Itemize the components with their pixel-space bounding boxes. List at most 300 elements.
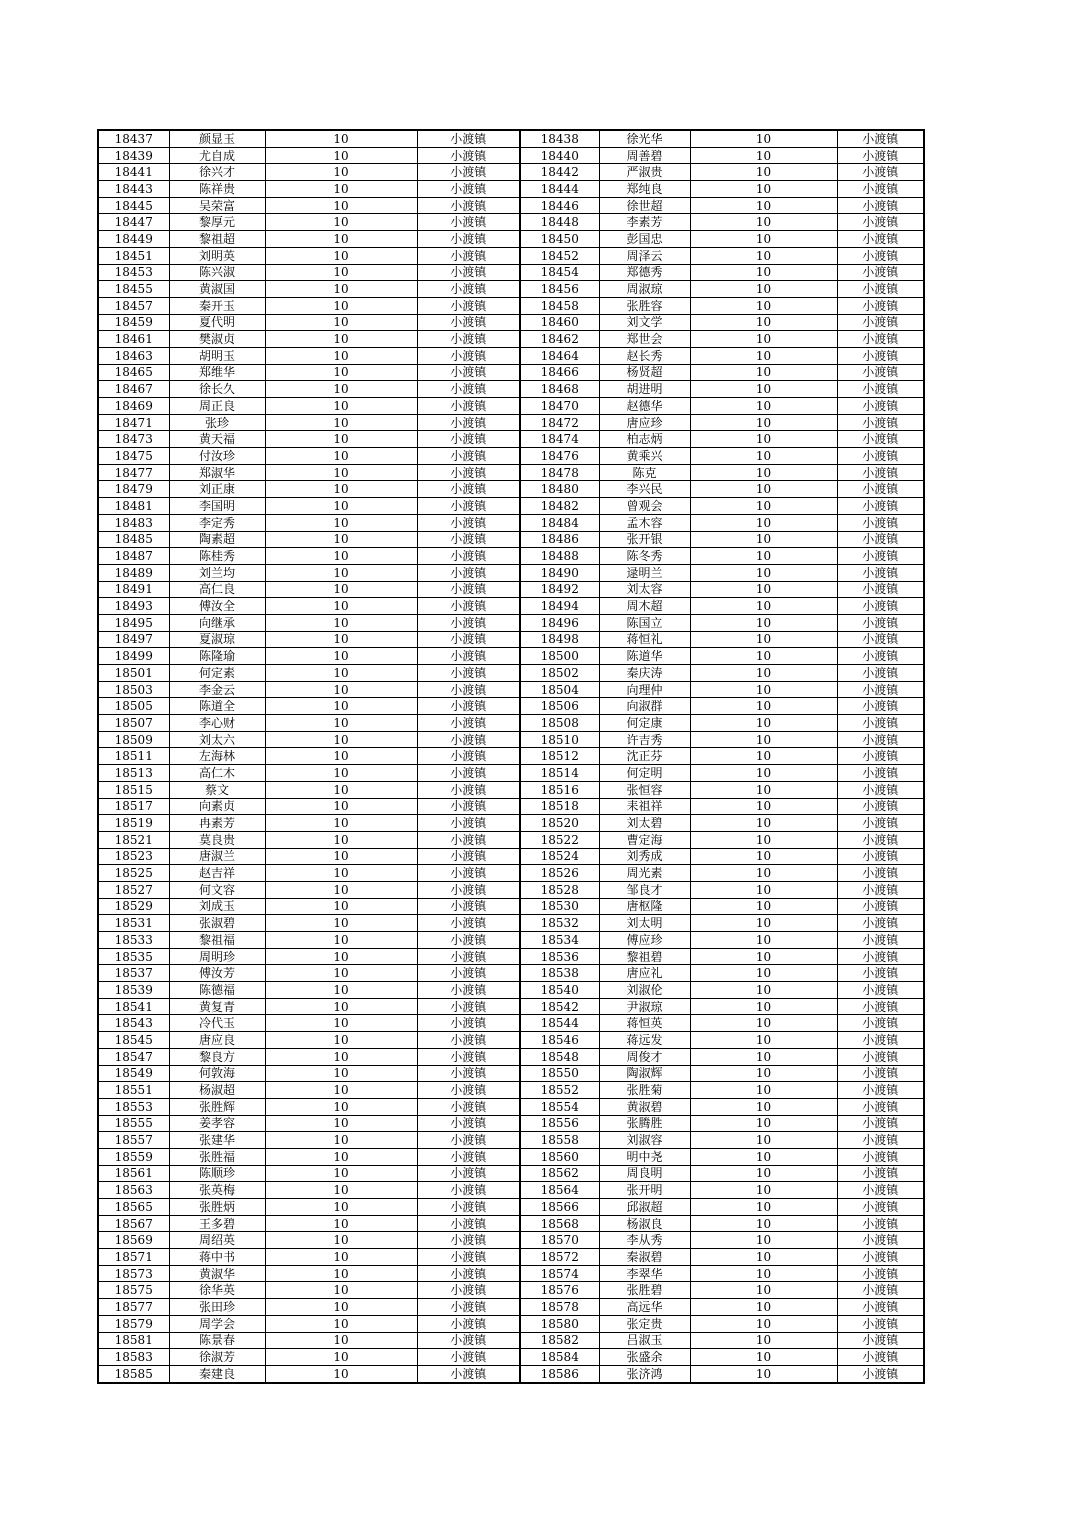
record-number-cell: 18454 xyxy=(520,264,599,281)
town-cell: 小渡镇 xyxy=(837,1015,924,1032)
record-number-cell: 18541 xyxy=(98,998,169,1015)
name-cell: 黎厚元 xyxy=(169,214,265,231)
town-cell: 小渡镇 xyxy=(417,982,520,999)
name-cell: 刘正康 xyxy=(169,481,265,498)
amount-cell: 10 xyxy=(265,1199,417,1216)
town-cell: 小渡镇 xyxy=(417,1332,520,1349)
town-cell: 小渡镇 xyxy=(417,748,520,765)
amount-cell: 10 xyxy=(265,564,417,581)
name-cell: 彭国忠 xyxy=(599,231,690,248)
amount-cell: 10 xyxy=(690,1282,837,1299)
name-cell: 邱淑超 xyxy=(599,1199,690,1216)
amount-cell: 10 xyxy=(265,1065,417,1082)
town-cell: 小渡镇 xyxy=(837,314,924,331)
name-cell: 张胜福 xyxy=(169,1148,265,1165)
town-cell: 小渡镇 xyxy=(417,548,520,565)
town-cell: 小渡镇 xyxy=(417,948,520,965)
town-cell: 小渡镇 xyxy=(837,865,924,882)
amount-cell: 10 xyxy=(265,448,417,465)
table-row xyxy=(98,414,924,431)
name-cell: 郑淑华 xyxy=(169,464,265,481)
amount-cell: 10 xyxy=(265,481,417,498)
record-number-cell: 18525 xyxy=(98,865,169,882)
name-cell: 夏代明 xyxy=(169,314,265,331)
record-number-cell: 18539 xyxy=(98,982,169,999)
amount-cell: 10 xyxy=(690,1032,837,1049)
record-number-cell: 18542 xyxy=(520,998,599,1015)
table-row xyxy=(98,915,924,932)
amount-cell: 10 xyxy=(265,398,417,415)
amount-cell: 10 xyxy=(265,898,417,915)
name-cell: 蔡文 xyxy=(169,781,265,798)
record-number-cell: 18511 xyxy=(98,748,169,765)
amount-cell: 10 xyxy=(690,481,837,498)
name-cell: 耒祖祥 xyxy=(599,798,690,815)
amount-cell: 10 xyxy=(265,347,417,364)
town-cell: 小渡镇 xyxy=(837,481,924,498)
town-cell: 小渡镇 xyxy=(837,1365,924,1382)
amount-cell: 10 xyxy=(265,1215,417,1232)
town-cell: 小渡镇 xyxy=(417,665,520,682)
amount-cell: 10 xyxy=(690,1015,837,1032)
record-number-cell: 18490 xyxy=(520,564,599,581)
town-cell: 小渡镇 xyxy=(837,998,924,1015)
table-row xyxy=(98,631,924,648)
record-number-cell: 18536 xyxy=(520,948,599,965)
record-number-cell: 18483 xyxy=(98,514,169,531)
amount-cell: 10 xyxy=(265,147,417,164)
record-number-cell: 18563 xyxy=(98,1182,169,1199)
record-number-cell: 18527 xyxy=(98,881,169,898)
amount-cell: 10 xyxy=(265,181,417,198)
name-cell: 张胜容 xyxy=(599,297,690,314)
record-number-cell: 18579 xyxy=(98,1315,169,1332)
table-row xyxy=(98,231,924,248)
table-row xyxy=(98,1048,924,1065)
town-cell: 小渡镇 xyxy=(417,1065,520,1082)
town-cell: 小渡镇 xyxy=(837,1299,924,1316)
record-number-cell: 18452 xyxy=(520,247,599,264)
name-cell: 向理仲 xyxy=(599,681,690,698)
town-cell: 小渡镇 xyxy=(417,1265,520,1282)
name-cell: 周明珍 xyxy=(169,948,265,965)
town-cell: 小渡镇 xyxy=(837,1148,924,1165)
record-number-cell: 18572 xyxy=(520,1249,599,1266)
record-number-cell: 18491 xyxy=(98,581,169,598)
amount-cell: 10 xyxy=(265,1299,417,1316)
record-number-cell: 18573 xyxy=(98,1265,169,1282)
record-number-cell: 18493 xyxy=(98,598,169,615)
name-cell: 姜孝容 xyxy=(169,1115,265,1132)
name-cell: 唐应礼 xyxy=(599,965,690,982)
amount-cell: 10 xyxy=(690,297,837,314)
town-cell: 小渡镇 xyxy=(837,1349,924,1366)
town-cell: 小渡镇 xyxy=(837,648,924,665)
amount-cell: 10 xyxy=(265,214,417,231)
record-number-cell: 18578 xyxy=(520,1299,599,1316)
record-number-cell: 18497 xyxy=(98,631,169,648)
town-cell: 小渡镇 xyxy=(417,1299,520,1316)
name-cell: 向继承 xyxy=(169,614,265,631)
table-row xyxy=(98,481,924,498)
record-number-cell: 18482 xyxy=(520,498,599,515)
record-number-cell: 18543 xyxy=(98,1015,169,1032)
amount-cell: 10 xyxy=(265,1232,417,1249)
amount-cell: 10 xyxy=(265,531,417,548)
name-cell: 郑维华 xyxy=(169,364,265,381)
amount-cell: 10 xyxy=(265,998,417,1015)
amount-cell: 10 xyxy=(690,915,837,932)
amount-cell: 10 xyxy=(690,448,837,465)
record-number-cell: 18574 xyxy=(520,1265,599,1282)
amount-cell: 10 xyxy=(690,364,837,381)
amount-cell: 10 xyxy=(690,130,837,147)
town-cell: 小渡镇 xyxy=(417,848,520,865)
name-cell: 张胜辉 xyxy=(169,1098,265,1115)
record-number-cell: 18460 xyxy=(520,314,599,331)
name-cell: 尹淑琼 xyxy=(599,998,690,1015)
amount-cell: 10 xyxy=(265,130,417,147)
name-cell: 颜显玉 xyxy=(169,130,265,147)
town-cell: 小渡镇 xyxy=(417,448,520,465)
record-number-cell: 18564 xyxy=(520,1182,599,1199)
town-cell: 小渡镇 xyxy=(837,932,924,949)
name-cell: 张淑碧 xyxy=(169,915,265,932)
name-cell: 陶淑辉 xyxy=(599,1065,690,1082)
record-number-cell: 18476 xyxy=(520,448,599,465)
amount-cell: 10 xyxy=(265,982,417,999)
amount-cell: 10 xyxy=(265,1249,417,1266)
amount-cell: 10 xyxy=(265,581,417,598)
record-number-cell: 18481 xyxy=(98,498,169,515)
name-cell: 周正良 xyxy=(169,398,265,415)
amount-cell: 10 xyxy=(265,164,417,181)
name-cell: 曾观会 xyxy=(599,498,690,515)
record-number-cell: 18440 xyxy=(520,147,599,164)
town-cell: 小渡镇 xyxy=(837,531,924,548)
record-number-cell: 18461 xyxy=(98,331,169,348)
town-cell: 小渡镇 xyxy=(837,1132,924,1149)
table-row xyxy=(98,1165,924,1182)
record-number-cell: 18559 xyxy=(98,1148,169,1165)
record-number-cell: 18580 xyxy=(520,1315,599,1332)
record-number-cell: 18552 xyxy=(520,1082,599,1099)
table-row xyxy=(98,1282,924,1299)
record-number-cell: 18494 xyxy=(520,598,599,615)
name-cell: 赵吉祥 xyxy=(169,865,265,882)
name-cell: 周淑琼 xyxy=(599,281,690,298)
record-number-cell: 18581 xyxy=(98,1332,169,1349)
amount-cell: 10 xyxy=(690,247,837,264)
record-number-cell: 18477 xyxy=(98,464,169,481)
name-cell: 徐兴才 xyxy=(169,164,265,181)
amount-cell: 10 xyxy=(265,1282,417,1299)
record-number-cell: 18582 xyxy=(520,1332,599,1349)
name-cell: 张恒容 xyxy=(599,781,690,798)
amount-cell: 10 xyxy=(690,1232,837,1249)
record-number-cell: 18510 xyxy=(520,731,599,748)
amount-cell: 10 xyxy=(265,1115,417,1132)
amount-cell: 10 xyxy=(690,381,837,398)
name-cell: 刘淑伦 xyxy=(599,982,690,999)
amount-cell: 10 xyxy=(690,1165,837,1182)
town-cell: 小渡镇 xyxy=(417,564,520,581)
record-number-cell: 18478 xyxy=(520,464,599,481)
table-row xyxy=(98,331,924,348)
amount-cell: 10 xyxy=(265,865,417,882)
amount-cell: 10 xyxy=(690,514,837,531)
amount-cell: 10 xyxy=(265,631,417,648)
record-number-cell: 18459 xyxy=(98,314,169,331)
record-number-cell: 18473 xyxy=(98,431,169,448)
record-number-cell: 18512 xyxy=(520,748,599,765)
town-cell: 小渡镇 xyxy=(837,364,924,381)
name-cell: 曹定海 xyxy=(599,831,690,848)
name-cell: 张开银 xyxy=(599,531,690,548)
table-row xyxy=(98,1365,924,1382)
town-cell: 小渡镇 xyxy=(837,1065,924,1082)
town-cell: 小渡镇 xyxy=(837,464,924,481)
name-cell: 张盛余 xyxy=(599,1349,690,1366)
name-cell: 陈景春 xyxy=(169,1332,265,1349)
town-cell: 小渡镇 xyxy=(837,898,924,915)
town-cell: 小渡镇 xyxy=(837,281,924,298)
name-cell: 张腾胜 xyxy=(599,1115,690,1132)
amount-cell: 10 xyxy=(690,614,837,631)
name-cell: 赵德华 xyxy=(599,398,690,415)
name-cell: 胡明玉 xyxy=(169,347,265,364)
name-cell: 刘太明 xyxy=(599,915,690,932)
table-row xyxy=(98,1082,924,1099)
table-row xyxy=(98,1015,924,1032)
record-number-cell: 18470 xyxy=(520,398,599,415)
record-number-cell: 18523 xyxy=(98,848,169,865)
town-cell: 小渡镇 xyxy=(417,932,520,949)
record-number-cell: 18549 xyxy=(98,1065,169,1082)
amount-cell: 10 xyxy=(690,865,837,882)
town-cell: 小渡镇 xyxy=(837,798,924,815)
table-row xyxy=(98,164,924,181)
name-cell: 黄淑华 xyxy=(169,1265,265,1282)
record-number-cell: 18506 xyxy=(520,698,599,715)
table-row xyxy=(98,898,924,915)
amount-cell: 10 xyxy=(265,681,417,698)
town-cell: 小渡镇 xyxy=(417,581,520,598)
town-cell: 小渡镇 xyxy=(837,548,924,565)
table-row xyxy=(98,1065,924,1082)
record-number-cell: 18438 xyxy=(520,130,599,147)
town-cell: 小渡镇 xyxy=(837,1282,924,1299)
name-cell: 沈正芬 xyxy=(599,748,690,765)
amount-cell: 10 xyxy=(690,1249,837,1266)
record-number-cell: 18505 xyxy=(98,698,169,715)
table-row xyxy=(98,514,924,531)
record-number-cell: 18534 xyxy=(520,932,599,949)
amount-cell: 10 xyxy=(265,297,417,314)
town-cell: 小渡镇 xyxy=(837,1315,924,1332)
amount-cell: 10 xyxy=(690,581,837,598)
amount-cell: 10 xyxy=(690,1332,837,1349)
record-number-cell: 18507 xyxy=(98,715,169,732)
table-row xyxy=(98,1098,924,1115)
town-cell: 小渡镇 xyxy=(417,681,520,698)
name-cell: 周泽云 xyxy=(599,247,690,264)
table-row xyxy=(98,498,924,515)
town-cell: 小渡镇 xyxy=(417,1082,520,1099)
table-row xyxy=(98,1332,924,1349)
table-row xyxy=(98,948,924,965)
record-number-cell: 18442 xyxy=(520,164,599,181)
name-cell: 陈祥贵 xyxy=(169,181,265,198)
amount-cell: 10 xyxy=(265,264,417,281)
record-number-cell: 18517 xyxy=(98,798,169,815)
record-number-cell: 18522 xyxy=(520,831,599,848)
name-cell: 陈顺珍 xyxy=(169,1165,265,1182)
town-cell: 小渡镇 xyxy=(837,214,924,231)
record-number-cell: 18565 xyxy=(98,1199,169,1216)
amount-cell: 10 xyxy=(690,715,837,732)
table-row xyxy=(98,798,924,815)
amount-cell: 10 xyxy=(265,1315,417,1332)
name-cell: 张田珍 xyxy=(169,1299,265,1316)
amount-cell: 10 xyxy=(690,1148,837,1165)
town-cell: 小渡镇 xyxy=(417,815,520,832)
table-row xyxy=(98,614,924,631)
amount-cell: 10 xyxy=(690,665,837,682)
name-cell: 李定秀 xyxy=(169,514,265,531)
amount-cell: 10 xyxy=(690,798,837,815)
record-number-cell: 18472 xyxy=(520,414,599,431)
town-cell: 小渡镇 xyxy=(417,1098,520,1115)
name-cell: 蒋远发 xyxy=(599,1032,690,1049)
amount-cell: 10 xyxy=(265,331,417,348)
record-number-cell: 18445 xyxy=(98,197,169,214)
record-number-cell: 18441 xyxy=(98,164,169,181)
table-row xyxy=(98,698,924,715)
name-cell: 周俊才 xyxy=(599,1048,690,1065)
town-cell: 小渡镇 xyxy=(837,1032,924,1049)
record-number-cell: 18568 xyxy=(520,1215,599,1232)
amount-cell: 10 xyxy=(265,1032,417,1049)
amount-cell: 10 xyxy=(690,648,837,665)
amount-cell: 10 xyxy=(690,1048,837,1065)
table-row xyxy=(98,564,924,581)
table-row xyxy=(98,998,924,1015)
amount-cell: 10 xyxy=(690,831,837,848)
town-cell: 小渡镇 xyxy=(417,614,520,631)
town-cell: 小渡镇 xyxy=(417,1048,520,1065)
town-cell: 小渡镇 xyxy=(417,915,520,932)
name-cell: 冷代玉 xyxy=(169,1015,265,1032)
town-cell: 小渡镇 xyxy=(417,214,520,231)
name-cell: 唐应珍 xyxy=(599,414,690,431)
name-cell: 严淑贵 xyxy=(599,164,690,181)
subsidy-roster-table xyxy=(97,129,925,1384)
record-number-cell: 18557 xyxy=(98,1132,169,1149)
record-number-cell: 18569 xyxy=(98,1232,169,1249)
record-number-cell: 18500 xyxy=(520,648,599,665)
record-number-cell: 18499 xyxy=(98,648,169,665)
town-cell: 小渡镇 xyxy=(837,748,924,765)
name-cell: 傅汝芳 xyxy=(169,965,265,982)
record-number-cell: 18586 xyxy=(520,1365,599,1382)
table-row xyxy=(98,1232,924,1249)
amount-cell: 10 xyxy=(265,1148,417,1165)
amount-cell: 10 xyxy=(690,932,837,949)
name-cell: 李国明 xyxy=(169,498,265,515)
name-cell: 周学会 xyxy=(169,1315,265,1332)
town-cell: 小渡镇 xyxy=(837,1249,924,1266)
town-cell: 小渡镇 xyxy=(417,197,520,214)
amount-cell: 10 xyxy=(265,464,417,481)
town-cell: 小渡镇 xyxy=(837,581,924,598)
town-cell: 小渡镇 xyxy=(417,765,520,782)
town-cell: 小渡镇 xyxy=(417,314,520,331)
amount-cell: 10 xyxy=(265,932,417,949)
name-cell: 秦淑碧 xyxy=(599,1249,690,1266)
town-cell: 小渡镇 xyxy=(417,1115,520,1132)
name-cell: 逯明兰 xyxy=(599,564,690,581)
record-number-cell: 18556 xyxy=(520,1115,599,1132)
name-cell: 秦开玉 xyxy=(169,297,265,314)
town-cell: 小渡镇 xyxy=(837,631,924,648)
amount-cell: 10 xyxy=(265,1098,417,1115)
town-cell: 小渡镇 xyxy=(837,681,924,698)
record-number-cell: 18495 xyxy=(98,614,169,631)
record-number-cell: 18469 xyxy=(98,398,169,415)
amount-cell: 10 xyxy=(265,831,417,848)
town-cell: 小渡镇 xyxy=(837,1165,924,1182)
town-cell: 小渡镇 xyxy=(837,564,924,581)
town-cell: 小渡镇 xyxy=(417,264,520,281)
name-cell: 陶素超 xyxy=(169,531,265,548)
name-cell: 周绍英 xyxy=(169,1232,265,1249)
town-cell: 小渡镇 xyxy=(837,231,924,248)
record-number-cell: 18484 xyxy=(520,514,599,531)
name-cell: 李兴民 xyxy=(599,481,690,498)
town-cell: 小渡镇 xyxy=(417,998,520,1015)
record-number-cell: 18519 xyxy=(98,815,169,832)
town-cell: 小渡镇 xyxy=(837,815,924,832)
name-cell: 陈道全 xyxy=(169,698,265,715)
town-cell: 小渡镇 xyxy=(417,481,520,498)
town-cell: 小渡镇 xyxy=(417,331,520,348)
name-cell: 刘文学 xyxy=(599,314,690,331)
town-cell: 小渡镇 xyxy=(837,731,924,748)
record-number-cell: 18502 xyxy=(520,665,599,682)
amount-cell: 10 xyxy=(690,731,837,748)
town-cell: 小渡镇 xyxy=(417,1199,520,1216)
amount-cell: 10 xyxy=(690,631,837,648)
town-cell: 小渡镇 xyxy=(417,414,520,431)
name-cell: 徐长久 xyxy=(169,381,265,398)
town-cell: 小渡镇 xyxy=(837,247,924,264)
table-row xyxy=(98,715,924,732)
table-row xyxy=(98,731,924,748)
amount-cell: 10 xyxy=(265,965,417,982)
town-cell: 小渡镇 xyxy=(837,698,924,715)
town-cell: 小渡镇 xyxy=(417,130,520,147)
record-number-cell: 18561 xyxy=(98,1165,169,1182)
record-number-cell: 18444 xyxy=(520,181,599,198)
table-row xyxy=(98,464,924,481)
record-number-cell: 18570 xyxy=(520,1232,599,1249)
table-row xyxy=(98,765,924,782)
amount-cell: 10 xyxy=(690,598,837,615)
name-cell: 唐淑兰 xyxy=(169,848,265,865)
record-number-cell: 18486 xyxy=(520,531,599,548)
table-row xyxy=(98,781,924,798)
